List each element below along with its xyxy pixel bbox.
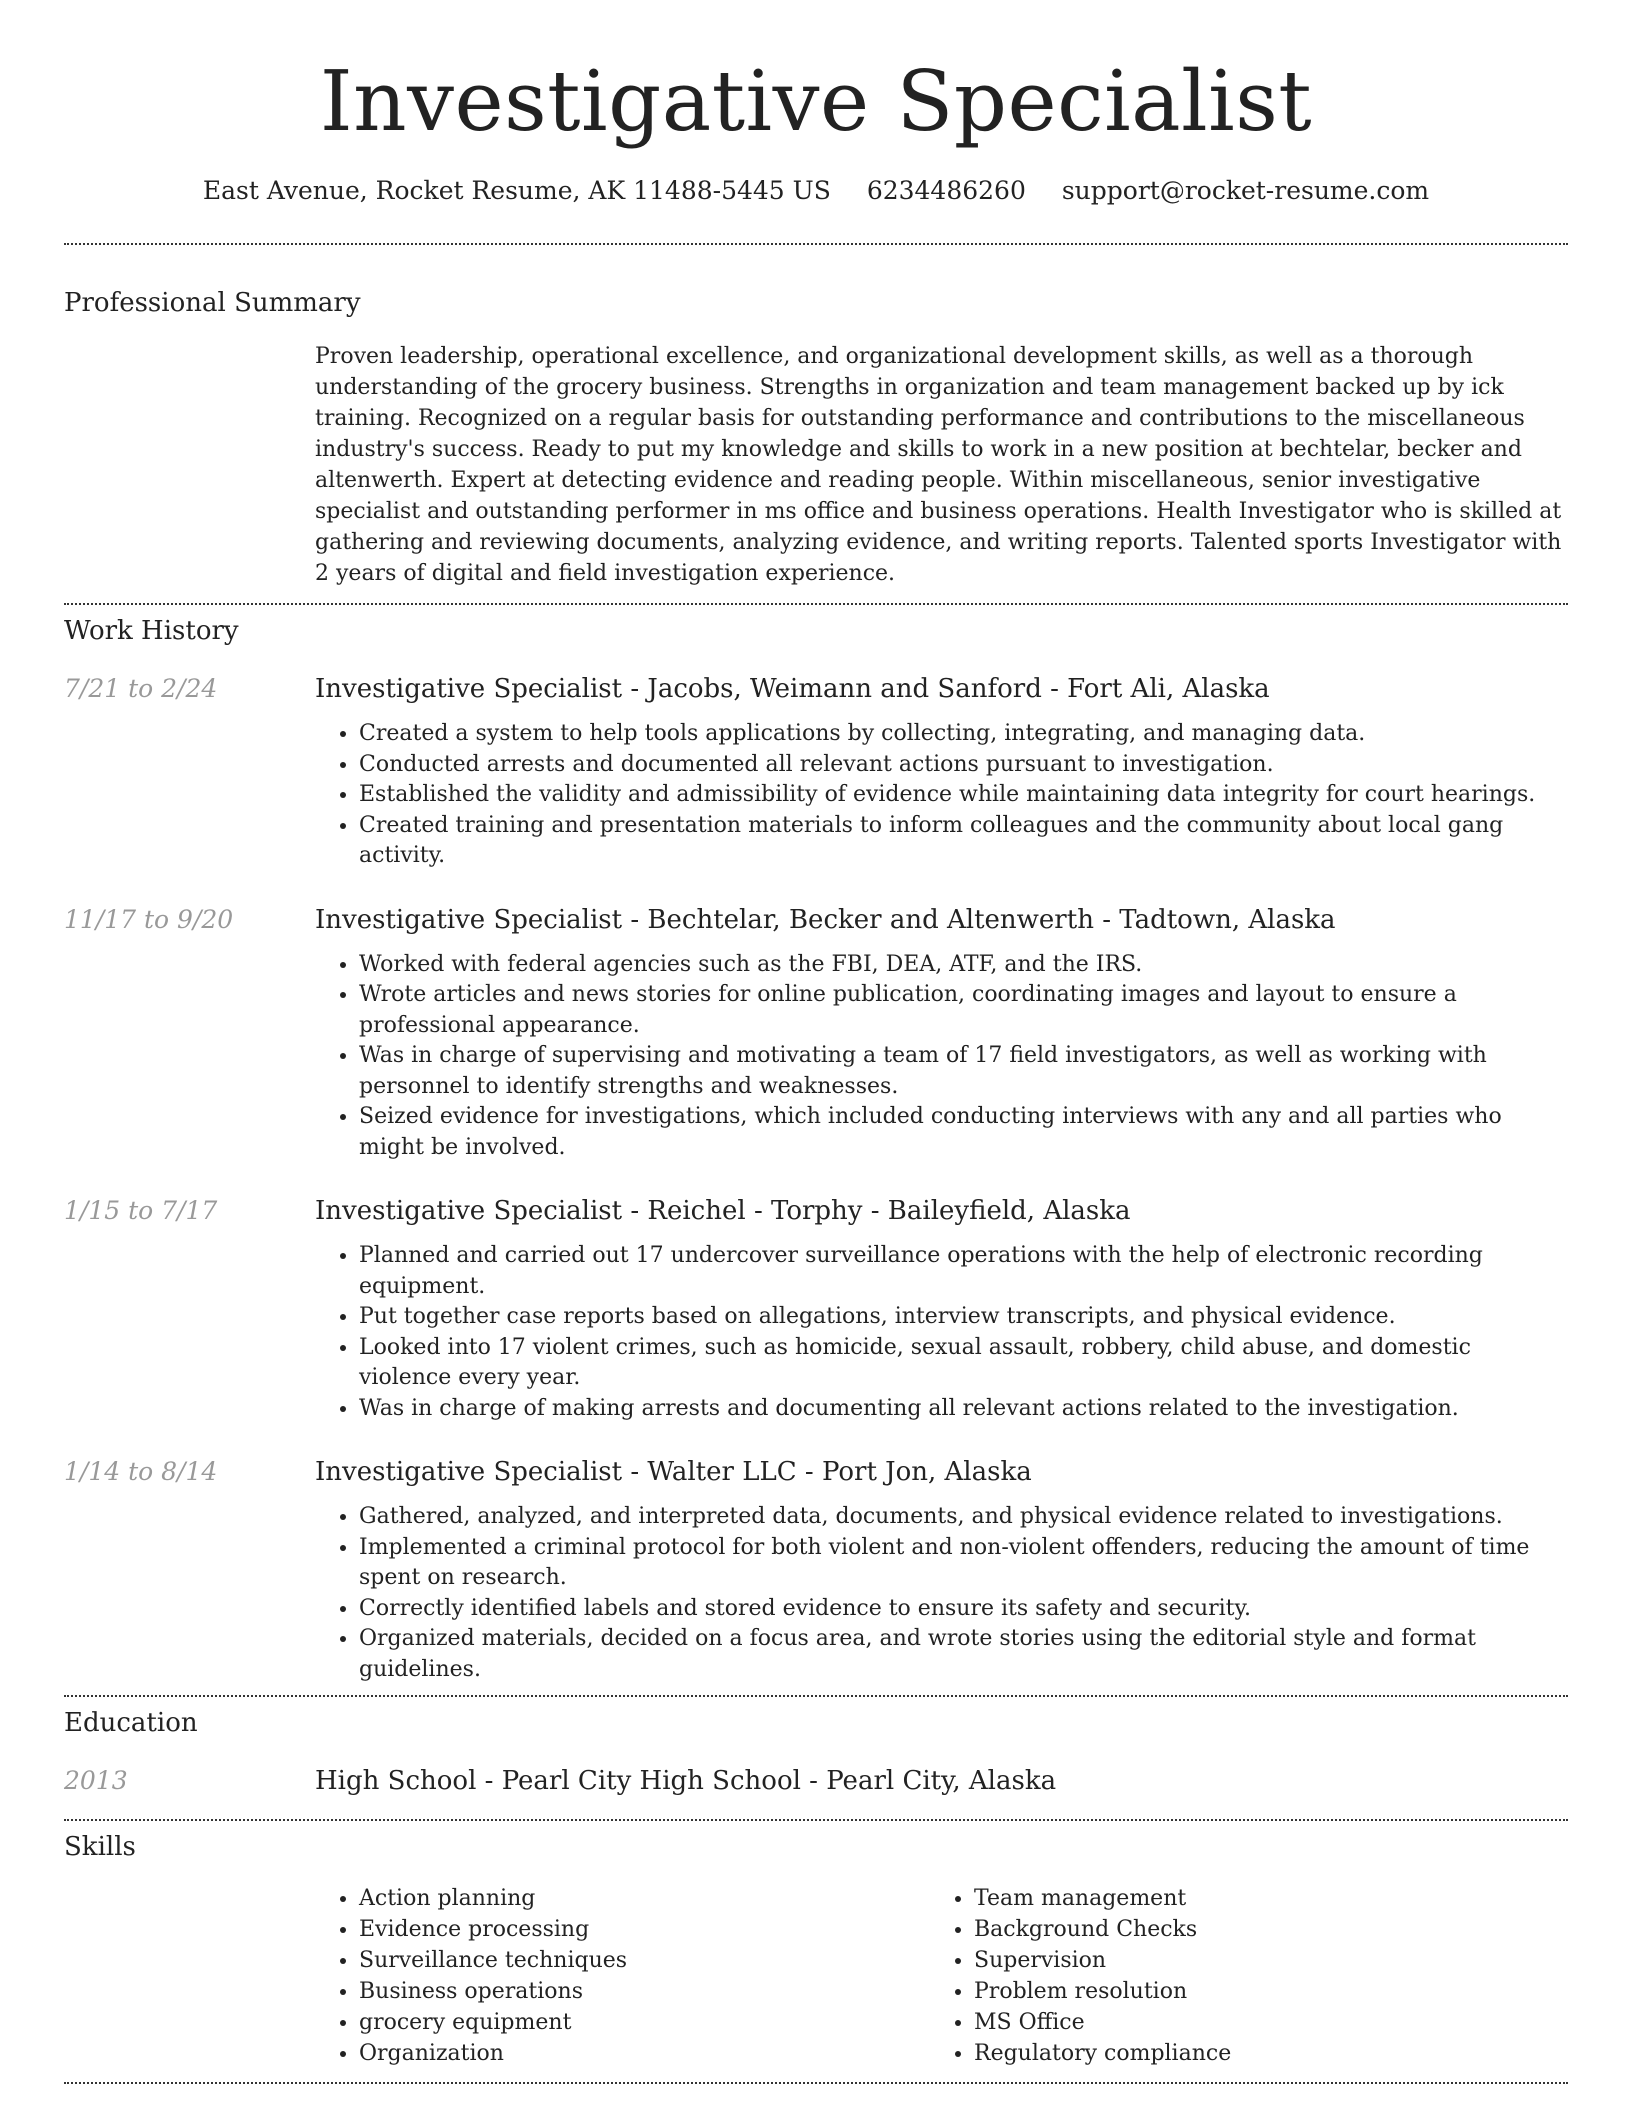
skill-item: • Supervision	[974, 1945, 1544, 1976]
job-bullets	[359, 1241, 1569, 1424]
job-bullet: • Worked with federal agencies such as the FBI, DEA, ATF, and the IRS.	[359, 950, 1569, 981]
job-bullet: • Was in charge of supervising and motivating a team of 17 field investigators, as well as working with personnel to identify strengths and weaknesses.	[359, 1041, 1569, 1102]
skill-item: • Action planning	[359, 1883, 929, 1914]
skill-item: • Business operations	[359, 1976, 929, 2007]
education-degree: High School	[315, 1766, 477, 1796]
education-heading: Education	[64, 1708, 198, 1738]
education-school: - Pearl City High School - Pearl City, Alaska	[476, 1766, 1057, 1796]
education-entry	[64, 1763, 1568, 1799]
job-title: Investigative Specialist - Reichel - Torphy - Baileyfield, Alaska	[315, 1196, 1131, 1226]
job-entry	[64, 1454, 1568, 1685]
job-bullet: • Gathered, analyzed, and interpreted data, documents, and physical evidence related to investigations.	[359, 1502, 1569, 1533]
job-entry	[64, 671, 1568, 872]
skills-heading: Skills	[64, 1832, 136, 1862]
job-bullet: • Put together case reports based on allegations, interview transcripts, and physical evidence.	[359, 1302, 1569, 1333]
job-date: 11/17 to 9/20	[64, 904, 234, 934]
divider	[64, 603, 1568, 605]
summary-text: Proven leadership, operational excellence, and organizational development skills, as well as a thorough understanding of the grocery business. Strengths in organization and team management backed up by ick training. Recognized on a regular basis for outstanding performance and contributions to the miscellaneous industry's success. Ready to put my knowledge and skills to work in a new position at bechtelar, becker and altenwerth. Expert at detecting evidence and reading people. Within miscellaneous, senior investigative specialist and outstanding performer in ms office and business operations. Health Investigator who is skilled at gathering and reviewing documents, analyzing evidence, and writing reports. Talented sports Investigator with 2 years of digital and field investigation experience.	[315, 344, 1562, 586]
skill-item: • Team management	[974, 1883, 1544, 1914]
job-bullets	[359, 1502, 1569, 1685]
skill-item: • Evidence processing	[359, 1914, 929, 1945]
job-bullet: • Created training and presentation materials to inform colleagues and the community about local gang activity.	[359, 811, 1569, 872]
job-bullets	[359, 719, 1569, 872]
job-title: Investigative Specialist - Bechtelar, Becker and Altenwerth - Tadtown, Alaska	[315, 904, 1336, 935]
job-bullet: • Conducted arrests and documented all relevant actions pursuant to investigation.	[359, 750, 1569, 781]
resume-page	[64, 0, 1568, 2084]
job-bullet: • Seized evidence for investigations, which included conducting interviews with any and all parties who might be involved.	[359, 1102, 1569, 1163]
skill-item: • Problem resolution	[974, 1976, 1544, 2007]
divider	[64, 1695, 1568, 1697]
work-history-heading: Work History	[64, 616, 239, 646]
job-bullet: • Created a system to help tools applications by collecting, integrating, and managing data.	[359, 719, 1569, 750]
contact-address: East Avenue, Rocket Resume, AK 11488-5445 US	[202, 176, 831, 205]
job-date: 7/21 to 2/24	[64, 674, 218, 703]
job-bullet: • Wrote articles and news stories for online publication, coordinating images and layout to ensure a professional appearance.	[359, 980, 1569, 1041]
contact-phone: 6234486260	[866, 176, 1026, 205]
skills-column-right	[974, 1883, 1544, 2069]
skills-column-left	[359, 1883, 929, 2069]
job-bullet: • Planned and carried out 17 undercover surveillance operations with the help of electronic recording equipment.	[359, 1241, 1569, 1302]
job-title: Investigative Specialist - Walter LLC - Port Jon, Alaska	[315, 1457, 1032, 1487]
summary-heading: Professional Summary	[64, 288, 361, 318]
skill-item: • Regulatory compliance	[974, 2038, 1544, 2069]
education-title	[315, 1763, 1568, 1799]
job-entry	[64, 1193, 1568, 1424]
skill-item: • Surveillance techniques	[359, 1945, 929, 1976]
job-entry	[64, 902, 1568, 1164]
job-date: 1/15 to 7/17	[64, 1196, 218, 1225]
job-bullets	[359, 950, 1569, 1164]
divider	[64, 2082, 1568, 2084]
job-title: Investigative Specialist - Jacobs, Weimann and Sanford - Fort Ali, Alaska	[315, 674, 1270, 704]
skills-list	[315, 1883, 1568, 2069]
skill-item: • MS Office	[974, 2007, 1544, 2038]
skill-item: • Background Checks	[974, 1914, 1544, 1945]
job-date: 1/14 to 8/14	[64, 1457, 218, 1486]
contact-email: support@rocket-resume.com	[1061, 176, 1430, 205]
job-bullet: • Organized materials, decided on a focus area, and wrote stories using the editorial style and format guidelines.	[359, 1624, 1569, 1685]
divider	[64, 243, 1568, 245]
divider	[64, 1819, 1568, 1821]
skill-item: • grocery equipment	[359, 2007, 929, 2038]
job-bullet: • Looked into 17 violent crimes, such as homicide, sexual assault, robbery, child abuse, and domestic violence every year.	[359, 1333, 1569, 1394]
candidate-name: Investigative Specialist	[319, 53, 1313, 150]
job-bullet: • Correctly identified labels and stored evidence to ensure its safety and security.	[359, 1594, 1569, 1625]
education-date: 2013	[64, 1766, 128, 1795]
job-bullet: • Was in charge of making arrests and documenting all relevant actions related to the investigation.	[359, 1394, 1569, 1425]
skill-item: • Organization	[359, 2038, 929, 2069]
contact-line	[64, 172, 1568, 210]
job-bullet: • Implemented a criminal protocol for both violent and non-violent offenders, reducing the amount of time spent on research.	[359, 1533, 1569, 1594]
job-bullet: • Established the validity and admissibility of evidence while maintaining data integrity for court hearings.	[359, 780, 1569, 811]
